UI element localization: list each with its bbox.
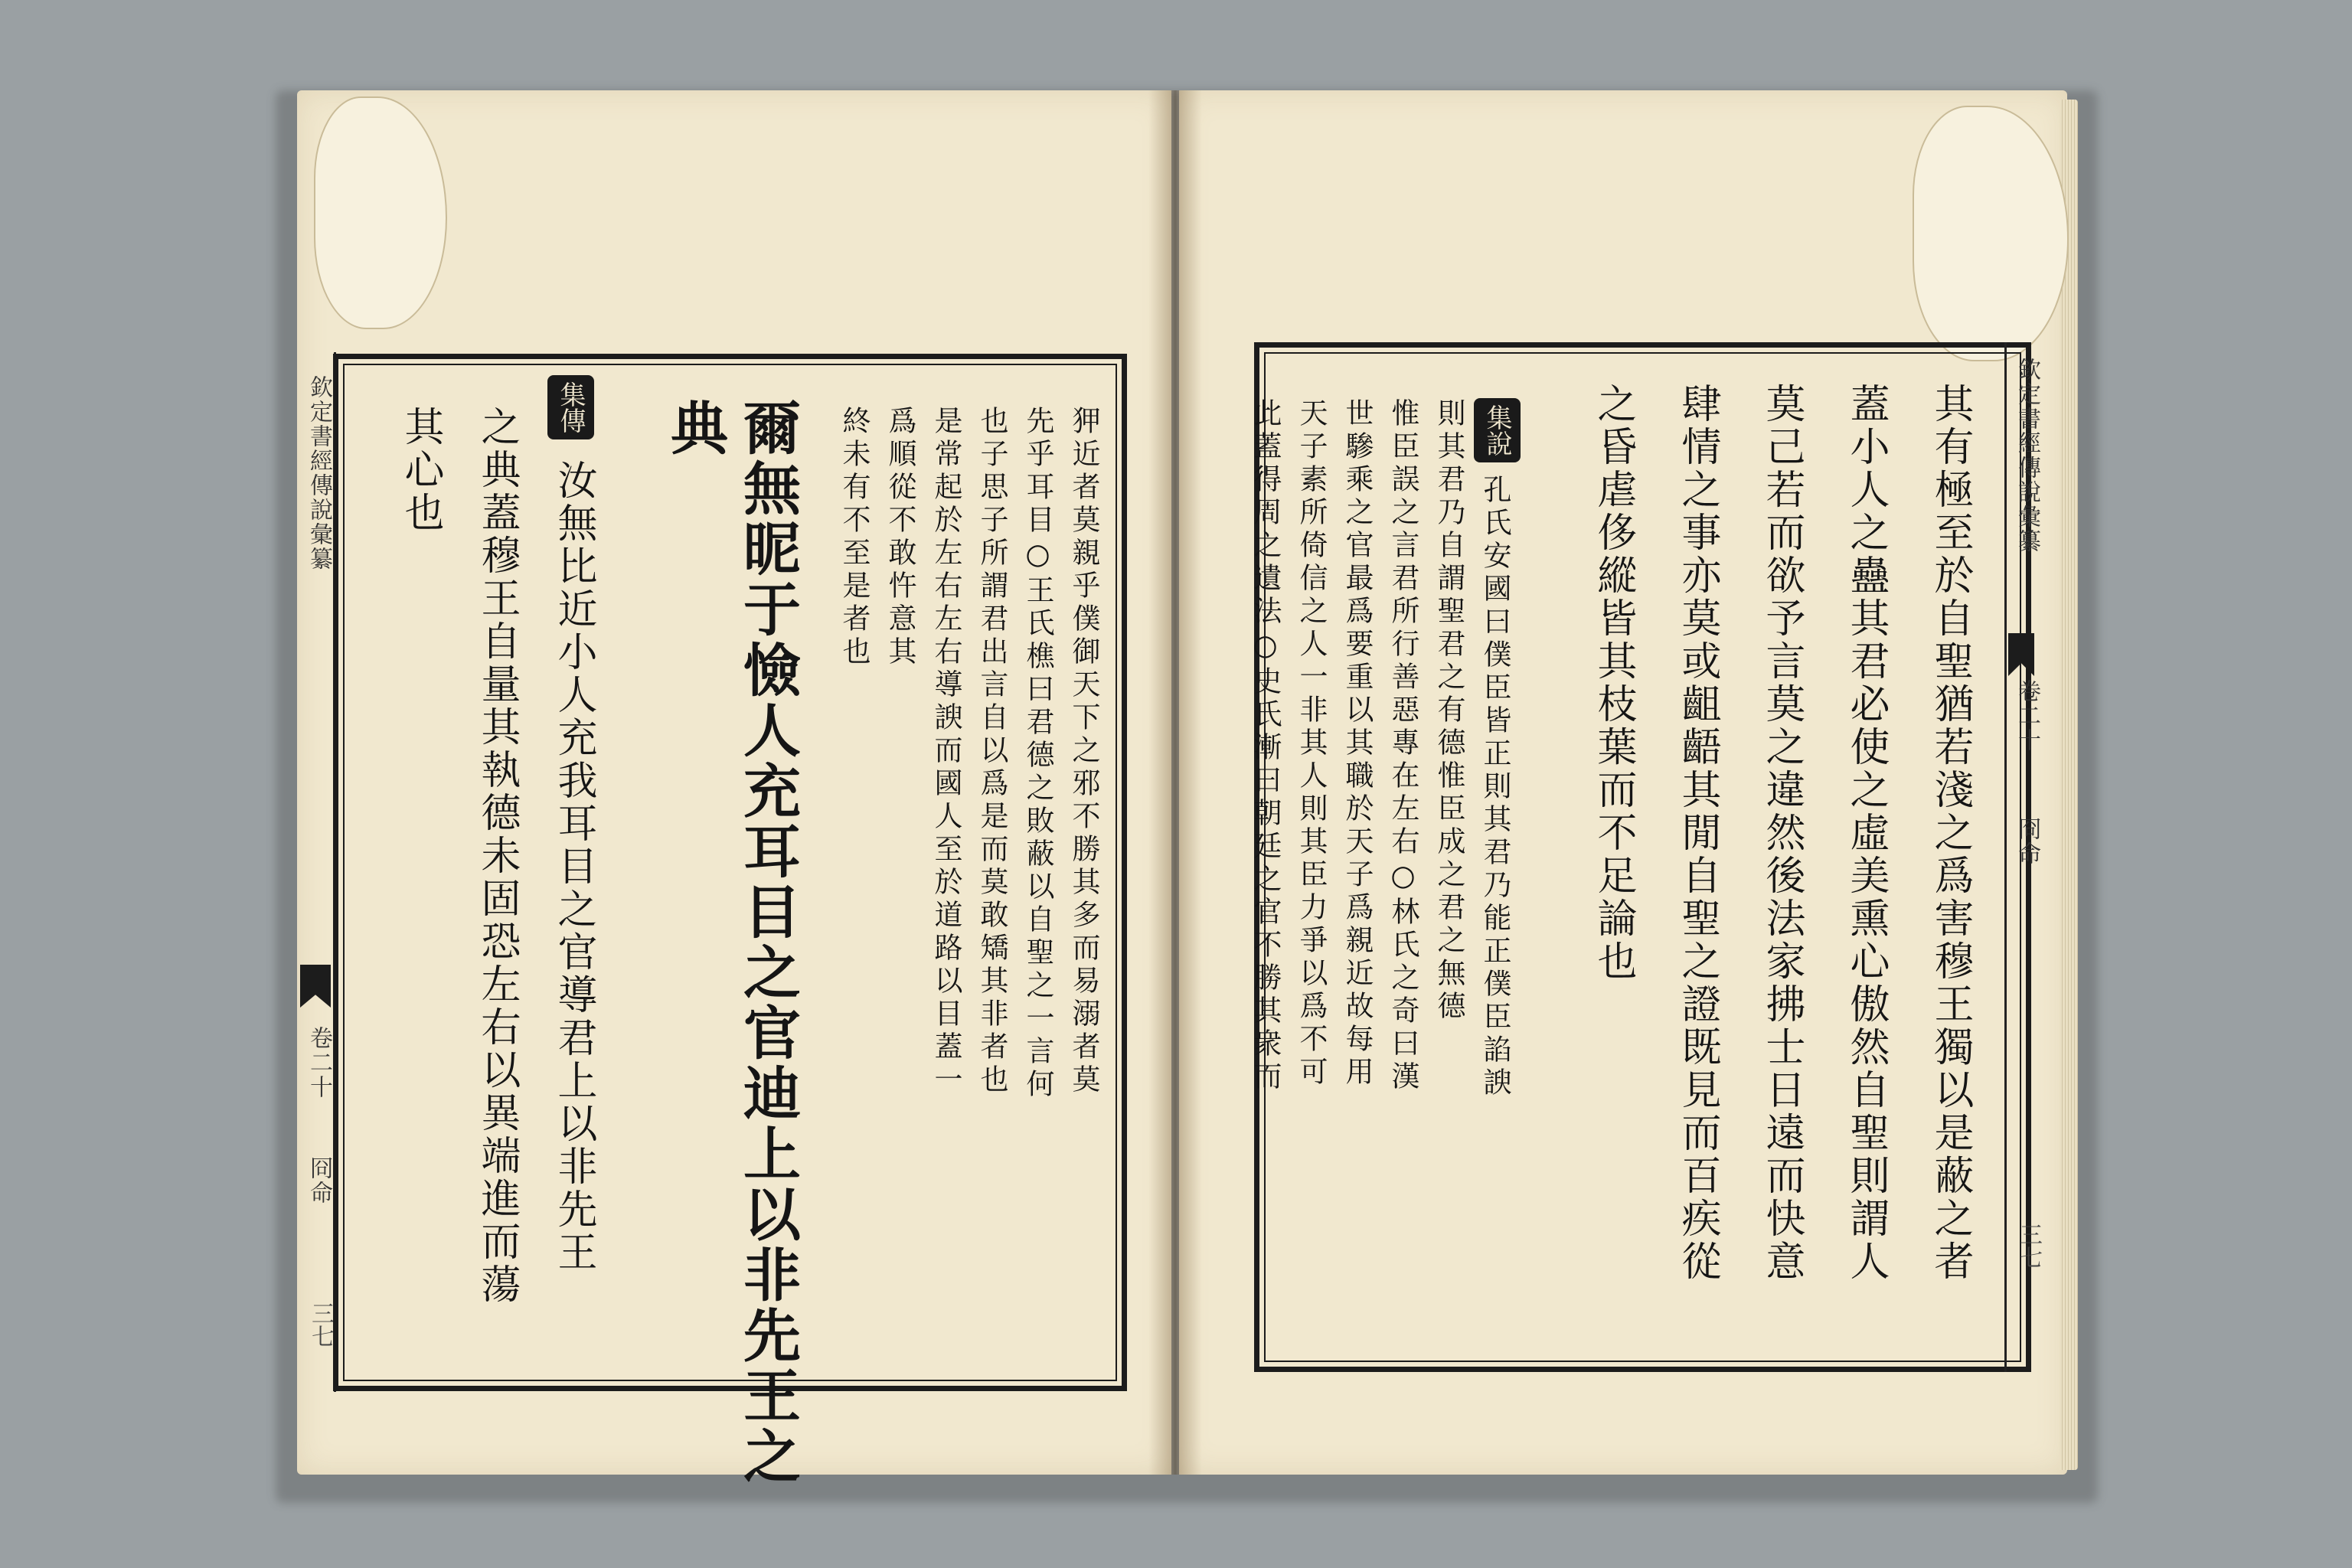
- right-medium-column-1: 其有極至於自聖猶若淺之爲害穆王獨以是蔽之者: [1927, 383, 1973, 1283]
- fish-tail-mark: [2008, 633, 2034, 676]
- left-large-column-1: 爾無昵于憸人充耳目之官迪上以非先王之: [734, 398, 802, 1487]
- left-small-column-6: 終未有不至是者也: [838, 406, 871, 669]
- right-small-column-4: 世驂乘之官最爲要重以其職於天子爲親近故每用: [1341, 398, 1374, 1089]
- left-margin-title: 欽定書經傳說彙纂: [305, 375, 332, 571]
- right-badge-wrap: [1474, 398, 1521, 473]
- right-margin-volume: 卷二十: [2014, 679, 2040, 753]
- right-small-column-3: 惟臣誤之言君所行善惡專在左右○林氏之奇曰漢: [1387, 398, 1419, 1094]
- left-badge-wrap: [547, 375, 594, 450]
- left-large-column-2: 典: [662, 398, 729, 459]
- right-small-column-1: 孔氏安國曰僕臣皆正則其君乃能正僕臣諂諛: [1478, 475, 1511, 1100]
- right-margin-column: [2004, 342, 2042, 1372]
- left-commentary-column-3: 其心也: [397, 406, 443, 534]
- left-small-column-4: 是常起於左右左右導諛而國人至於道路以目蓋一: [929, 406, 962, 1097]
- right-margin-page-number: 三七: [2015, 1223, 2042, 1269]
- left-commentary-column-2: 之典蓋穆王自量其執德未固恐左右以異端進而蕩: [474, 406, 520, 1306]
- right-margin-section: 冏命: [2014, 817, 2040, 866]
- book-gutter: [1148, 90, 1202, 1475]
- right-medium-column-2: 蓋小人之蠱其君必使之虛美熏心傲然自聖則謂人: [1843, 383, 1889, 1283]
- right-small-column-5: 天子素所倚信之人一非其人則其臣力爭以爲不可: [1295, 398, 1328, 1089]
- right-small-column-2: 則其君乃自謂聖君之有德惟臣成之君之無德: [1432, 398, 1465, 1024]
- left-commentary-column-1: 汝無比近小人充我耳目之官導君上以非先王: [550, 459, 596, 1274]
- left-small-column-5: 爲順從不敢忤意其: [884, 406, 916, 669]
- right-medium-column-5: 之昏虐侈縱皆其枝葉而不足論也: [1590, 383, 1636, 983]
- right-margin-title: 欽定書經傳說彙纂: [2014, 358, 2040, 554]
- left-small-column-3: 也子思子所謂君出言自以爲是而莫敢矯其非者也: [975, 406, 1008, 1097]
- left-margin-column: [297, 352, 336, 1392]
- left-margin-volume: 卷二十: [305, 1026, 332, 1099]
- right-medium-column-3: 莫己若而欲予言莫之違然後法家拂士日遠而快意: [1759, 383, 1805, 1283]
- right-commentary-badge: 集說: [1474, 398, 1521, 462]
- page-edges: [2060, 100, 2078, 1470]
- fish-tail-mark: [300, 965, 331, 1008]
- left-small-column-1: 狎近者莫親乎僕御天下之邪不勝其多而易溺者莫: [1067, 406, 1100, 1097]
- left-margin-page-number: 三七: [307, 1302, 334, 1348]
- right-medium-column-4: 肆情之事亦莫或齟齬其閒自聖之證既見而百疾從: [1674, 383, 1720, 1283]
- right-small-column-6: 此蓋得周之遺法○史氏漸曰朝廷之官不勝其衆而: [1249, 398, 1282, 1094]
- left-commentary-badge: 集傳: [547, 375, 594, 439]
- left-margin-section: 冏命: [305, 1156, 332, 1205]
- left-small-column-2: 先乎耳目○王氏樵曰君德之敗蔽以自聖之一言何: [1021, 406, 1054, 1102]
